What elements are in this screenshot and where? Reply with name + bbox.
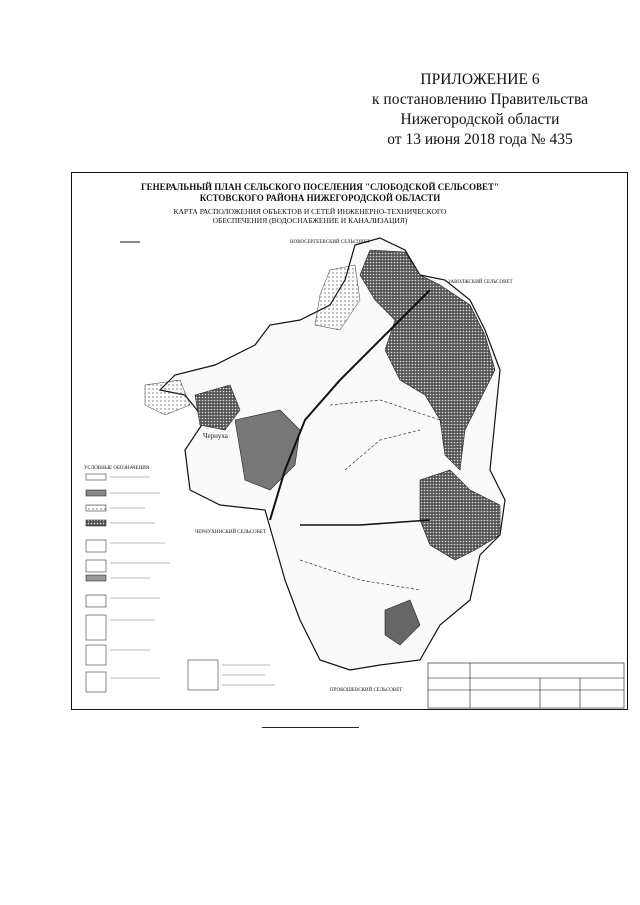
label-south-council: ПРОКОШЕВСКИЙ СЕЛЬСОВЕТ [330,688,403,693]
appendix-date-line: от 13 июня 2018 года № 435 [387,131,573,148]
appendix-title: ПРИЛОЖЕНИЕ 6 [420,71,540,88]
label-west-council: ЧЕРНУХИНСКИЙ СЕЛЬСОВЕТ [195,530,267,535]
appendix-resolution-line: к постановлению Правительства [372,91,588,108]
legend-title: УСЛОВНЫЕ ОБОЗНАЧЕНИЯ [84,466,150,471]
label-village: Чернуха [203,432,228,440]
title-block [428,663,624,708]
map-title-line1: ГЕНЕРАЛЬНЫЙ ПЛАН СЕЛЬСКОГО ПОСЕЛЕНИЯ "СЛОБОДСКОЙ СЕЛЬСОВЕТ" [140,182,500,192]
label-northeast-council: ЗАВОЛЖСКИЙ СЕЛЬСОВЕТ [448,280,513,285]
appendix-region-line: Нижегородской области [400,111,560,128]
label-north-council: НОВОСЕРГЕЕВСКИЙ СЕЛЬСОВЕТ [290,240,370,245]
separator-line [262,727,359,728]
map-subtitle-line1: КАРТА РАСПОЛОЖЕНИЯ ОБЪЕКТОВ И СЕТЕЙ ИНЖЕНЕРНО-ТЕХНИЧЕСКОГО [173,207,447,216]
map-subtitle-line2: ОБЕСПЕЧЕНИЯ (ВОДОСНАБЖЕНИЕ И КАНАЛИЗАЦИЯ) [212,216,408,225]
map-title-line2: КСТОВСКОГО РАЙОНА НИЖЕГОРОДСКОЙ ОБЛАСТИ [199,193,441,203]
